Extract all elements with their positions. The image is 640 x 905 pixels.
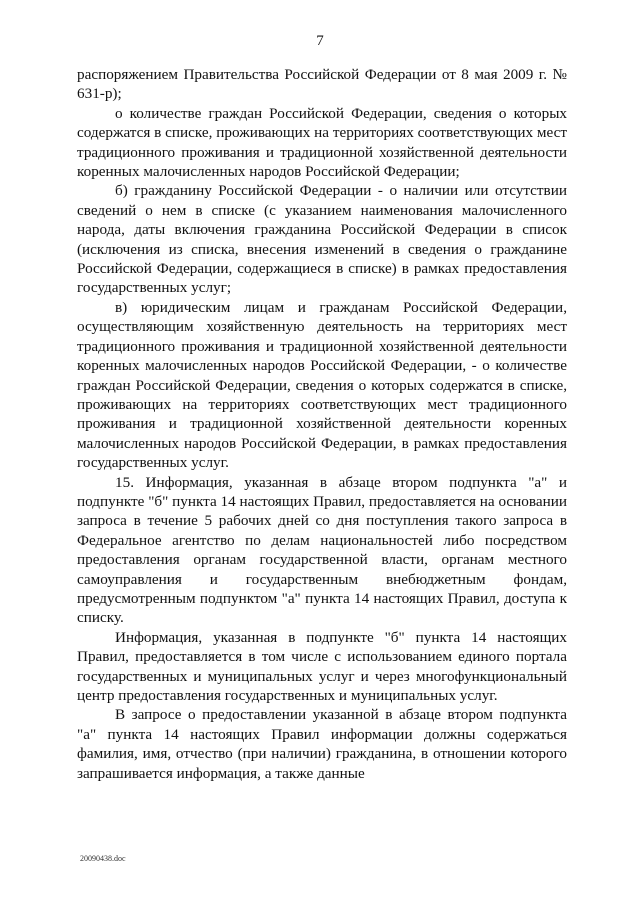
document-body [77, 65, 567, 783]
page-number: 7 [316, 33, 324, 49]
paragraph-portal-info: Информация, указанная в подпункте "б" пункта 14 настоящих Правил, предоставляется в том числе с использованием единого портала государственных и муниципальных услуг и через многофункциональный центр предоставления государственных и муниципальных услуг. [77, 628, 567, 704]
document-filename: 20090438.doc [80, 854, 126, 863]
paragraph-request-contents: В запросе о предоставлении указанной в абзаце втором подпункта "а" пункта 14 настоящих Правил информации должны содержаться фамилия, имя, отчество (при наличии) гражданина, в отношении которого запрашивается информация, а также данные [77, 706, 567, 782]
paragraph-quantity: о количестве граждан Российской Федерации, сведения о которых содержатся в списке, проживающих на территориях соответствующих мест традиционного проживания и традиционной хозяйственной деятельности коренных малочисленных народов Российской Федерации; [77, 104, 567, 181]
paragraph-item-b: б) гражданину Российской Федерации - о наличии или отсутствии сведений о нем в списке (с указанием наименования малочисленного народа, даты включения гражданина Российской Федерации в список (исключения из списка, внесения изменений в сведения о гражданине Российской Федерации, содержащиеся в списке) в рамках предоставления государственных услуг; [77, 182, 567, 297]
paragraph-item-v: в) юридическим лицам и гражданам Российской Федерации, осуществляющим хозяйственную деятельность на территориях мест традиционного проживания и традиционной хозяйственной деятельности коренных малочисленных народов Российской Федерации, - о количестве граждан Российской Федерации, сведения о которых содержатся в списке, проживающих на территориях соответствующих мест традиционного проживания и традиционной хозяйственной деятельности коренных малочисленных народов Российской Федерации, в рамках предоставления государственных услуг. [77, 298, 567, 472]
paragraph-section-15: 15. Информация, указанная в абзаце втором подпункта "а" и подпункте "б" пункта 14 настоящих Правил, предоставляется на основании запроса в течение 5 рабочих дней со дня поступления такого запроса в Федеральное агентство по делам национальностей либо посредством предоставления органам государственной власти, органам местного самоуправления и государственным внебюджетным фондам, предусмотренным подпунктом "а" пункта 14 настоящих Правил, доступа к списку. [77, 473, 567, 627]
paragraph-continuation: распоряжением Правительства Российской Федерации от 8 мая 2009 г. № 631-р); [77, 66, 567, 103]
